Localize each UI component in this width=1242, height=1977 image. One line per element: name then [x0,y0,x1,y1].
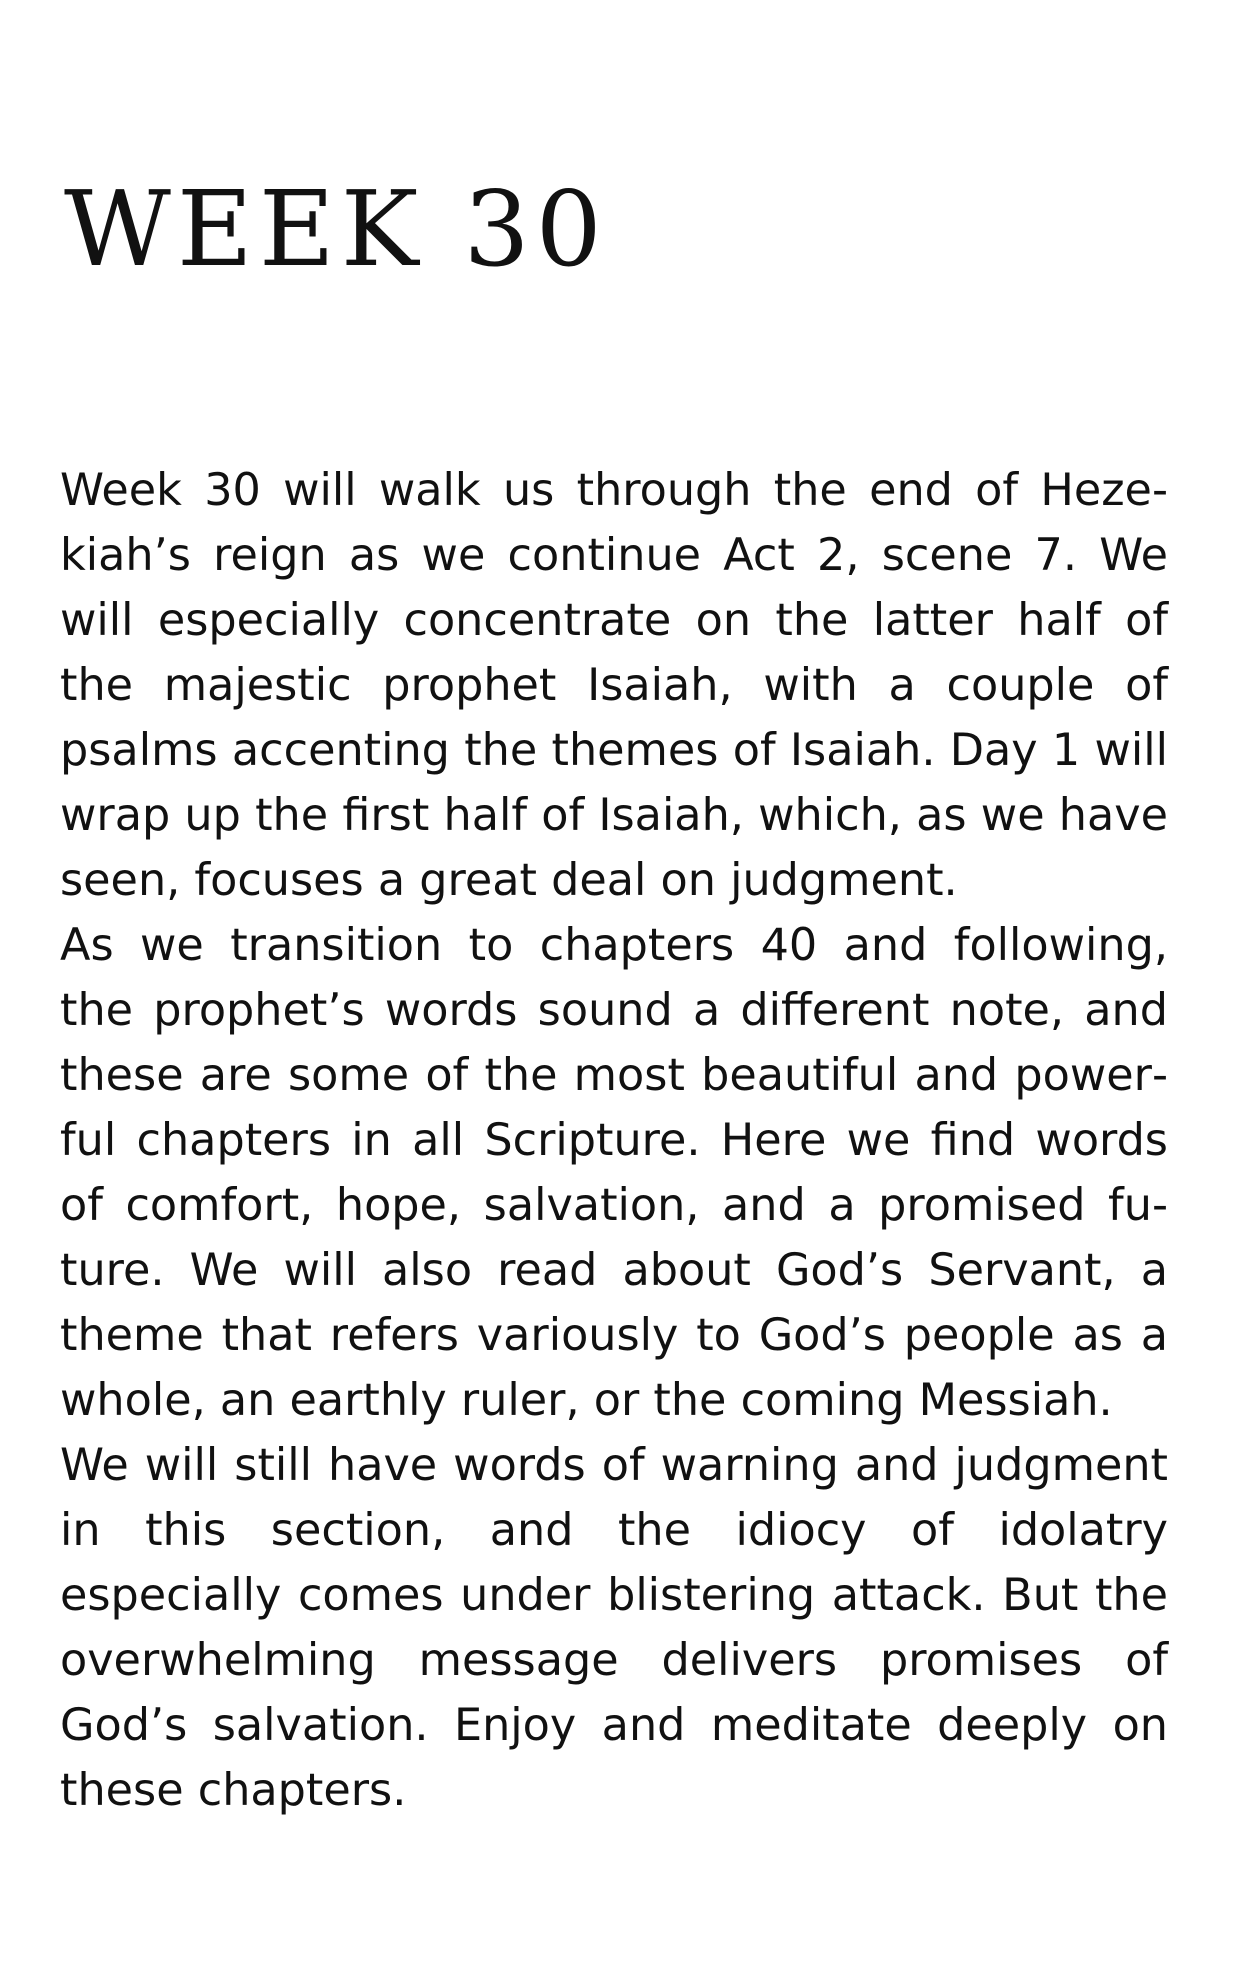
chapter-title: WEEK 30 [64,168,608,290]
chapter-body [60,458,1168,1823]
paragraph-1: Week 30 will walk us through the end of Hezekiah’s reign as we continue Act 2, scene 7. We will especially concentrate on the latter half of the majestic prophet Isaiah, with a couple of psalms accenting the themes of Isaiah. Day 1 will wrap up the first half of Isaiah, which, as we have seen, focuses a great deal on judgment. [60,465,1168,906]
paragraph-3: We will still have words of warning and judgment in this section, and the idiocy of idolatry especially comes under blistering attack. But the overwhelming message delivers promises of God’s salvation. Enjoy and meditate deeply on these chapters. [60,1440,1168,1816]
paragraph-2: As we transition to chapters 40 and following, the prophet’s words sound a different note, and these are some of the most beautiful and powerful chapters in all Scripture. Here we find words of comfort, hope, salvation, and a promised future. We will also read about God’s Servant, a theme that refers variously to God’s people as a whole, an earthly ruler, or the coming Messiah. [60,920,1168,1426]
